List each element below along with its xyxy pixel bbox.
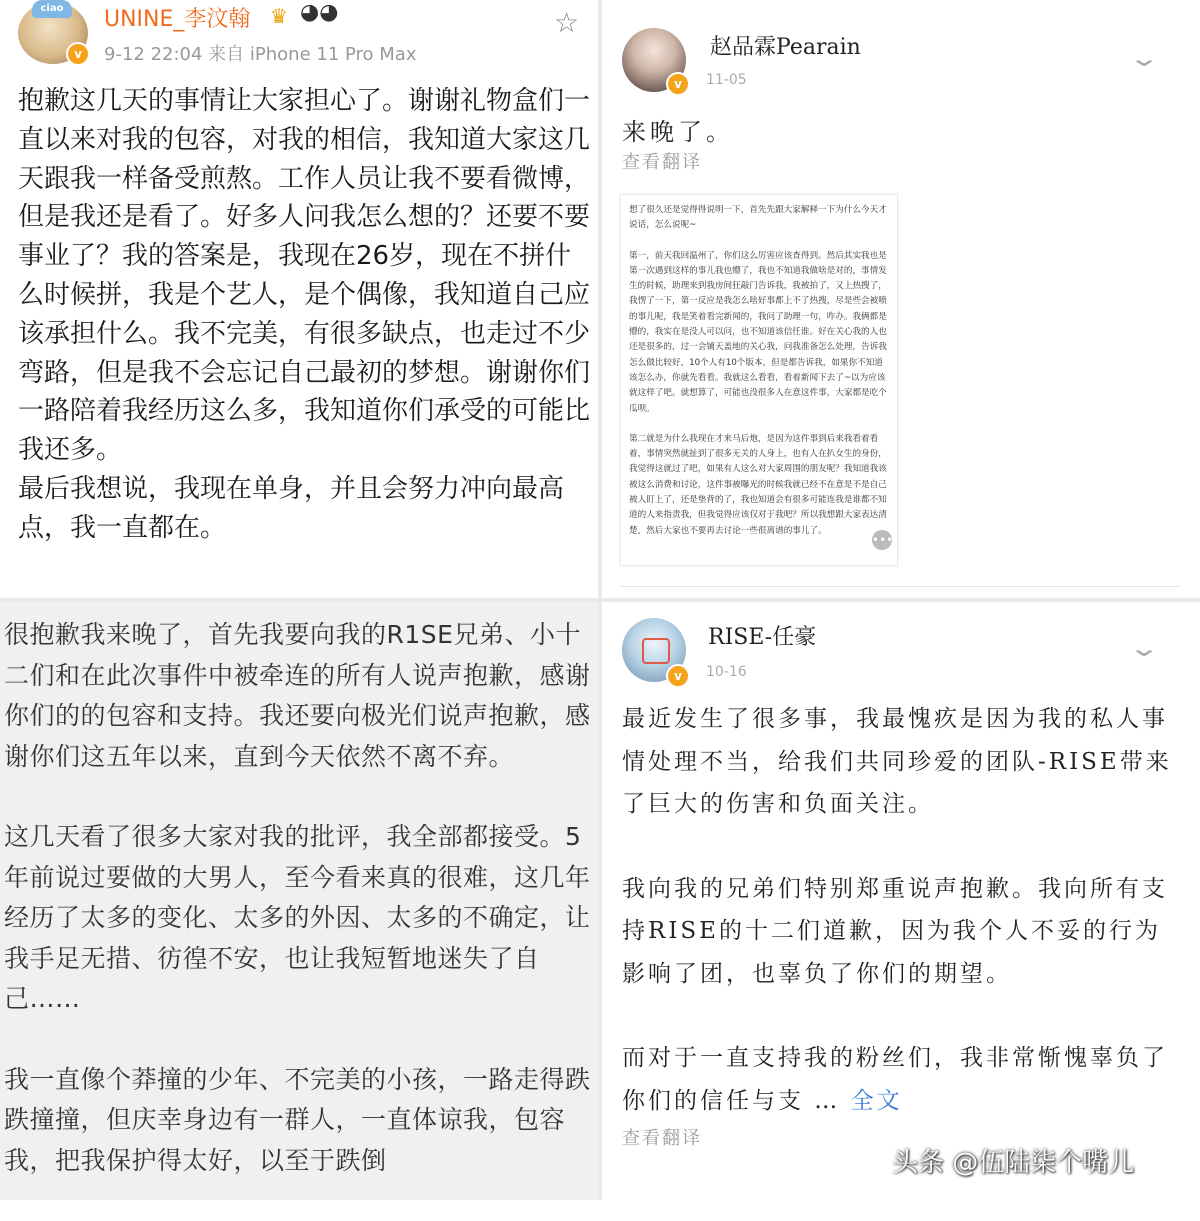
verified-badge-icon: v (666, 72, 690, 96)
crown-icon: ♛ (270, 4, 288, 28)
divider-horizontal (0, 598, 1200, 602)
statement-paragraph: 这几天看了很多大家对我的批评，我全部都接受。5年前说过要做的大男人，至今看来真的很难，这几年经历了太多的变化、太多的外因、太多的不确定，让我手足无措、彷徨不安，也让我短暂地迷失了自己…… (4, 822, 591, 1013)
post-paragraph-text: 而对于一直支持我的粉丝们，我非常惭愧辜负了你们的信任与支 (622, 1045, 1168, 1114)
user-name[interactable]: 赵品霖Pearain (710, 35, 861, 60)
note-paragraph: 想了很久还是觉得得说明一下，首先先跟大家解释一下为什么今天才说话，怎么说呢~ (629, 205, 887, 231)
weibo-post-li-wenhan (0, 0, 600, 600)
chevron-down-icon[interactable]: ⌄ (1127, 44, 1161, 72)
attached-note-image[interactable] (620, 194, 898, 566)
user-name[interactable]: UNINE_李汶翰 (104, 7, 251, 32)
post-paragraph: 我向我的兄弟们特别郑重说声抱歉。我向所有支持RISE的十二们道歉，因为我个人不妥的行为影响了团，也辜负了你们的期望。 (622, 875, 1168, 987)
post-body: 来晚了。 (622, 118, 734, 146)
post-paragraph: 抱歉这几天的事情让大家担心了。谢谢礼物盒们一直以来对我的包容，对我的相信，我知道大家这几天跟我一样备受煎熬。工作人员让我不要看微博，但是我还是看了。好多人问我怎么想的？还要不要事业了？我的答案是，我现在26岁，现在不拼什么时候拼，我是个艺人，是个偶像，我知道自己应该承担什么。我不完美，有很多缺点，也走过不少弯路，但是我不会忘记自己最初的梦想。谢谢你们一路陪着我经历这么多，我知道你们承受的可能比我还多。 (18, 86, 591, 466)
post-date: 11-05 (706, 72, 747, 88)
translate-link[interactable]: 查看翻译 (622, 1128, 702, 1149)
verified-badge-icon: v (666, 664, 690, 688)
ellipsis: … (804, 1087, 851, 1114)
statement-paragraph: 很抱歉我来晚了，首先我要向我的R1SE兄弟、小十二们和在此次事件中被牵连的所有人说声抱歉，感谢你们的的包容和支持。我还要向极光们说声抱歉，感谢你们这五年以来，直到今天依然不离不弃。 (4, 620, 591, 771)
post-body (18, 82, 590, 548)
chevron-down-icon[interactable]: ⌄ (1127, 634, 1161, 662)
note-paragraph: 第一，前天我回温州了，你们这么厉害应该查得到。然后其实我也是第一次遇到这样的事儿我也懵了，我也不知道我做啥是对的，事情发生的时候，助理来到我房间狂敲门告诉我，我被拍了，又上热搜了，我愣了一下，第一反应是我怎么啥好事都上不了热搜，尽是些会被喷的事儿呢，我是笑着看完新闻的，我问了助理一句，咋办。我俩都是懵的，我实在是没人可以问，也不知道该信任谁。好在关心我的人也还是很多的，过一会铺天盖地的关心我，问我准备怎么处理，告诉我怎么做比较好，10个人有10个版本，但是都告诉我，如果你不知道该怎么办，你就先看看。我就这么看看，看着新闻下去了~以为应该就这样了吧。就想算了，可能也没很多人在意这件事，大家都是吃个瓜呗。 (629, 250, 887, 414)
post-paragraph (622, 1037, 1182, 1122)
verified-badge-icon: v (66, 42, 90, 66)
translate-link[interactable]: 查看翻译 (622, 152, 702, 173)
more-dots-icon[interactable]: ••• (872, 530, 892, 550)
post-date: 10-16 (706, 664, 747, 680)
divider (620, 586, 1180, 587)
star-favorite-icon[interactable]: ☆ (554, 6, 580, 39)
user-name[interactable]: RISE-任豪 (708, 625, 817, 650)
post-meta: 9-12 22:04 来自 iPhone 11 Pro Max (104, 44, 417, 65)
watermark: 头条 @伍陆柒个嘴儿 (892, 1148, 1135, 1178)
robot-face-icon (642, 638, 670, 664)
full-text-link[interactable]: 全文 (850, 1087, 903, 1114)
post-paragraph: 最近发生了很多事，我最愧疚是因为我的私人事情处理不当，给我们共同珍爱的团队-RISE带来了巨大的伤害和负面关注。 (622, 706, 1172, 817)
panda-icon: ◕◕ (300, 0, 339, 25)
note-paragraph: 第二就是为什么我现在才来马后炮，是因为这件事到后来我看着看着，事情突然就扯到了很多无关的人身上，也有人在扒女生的身份，我觉得这就过了吧，如果有人这么对大家周围的朋友呢？我知道我该被这么消费和讨论，这件事被曝光的时候我就已经不在意是不是自己被人盯上了，还是垫背的了，我也知道会有很多可能连我是谁都不知道的人来指责我，但我觉得应该仅对于我吧？所以我想跟大家表达清楚，然后大家也不要再去讨论一些很离谱的事儿了。 (629, 433, 887, 536)
post-body (622, 698, 1182, 1122)
statement-body (4, 615, 596, 1221)
post-paragraph: 最后我想说，我现在单身，并且会努力冲向最高点，我一直都在。 (18, 473, 565, 543)
statement-paragraph: 我一直像个莽撞的少年、不完美的小孩，一路走得跌跌撞撞，但庆幸身边有一群人，一直体谅我，包容我，把我保护得太好，以至于跌倒 (4, 1064, 591, 1175)
avatar-hat-text: ciao (32, 0, 72, 18)
